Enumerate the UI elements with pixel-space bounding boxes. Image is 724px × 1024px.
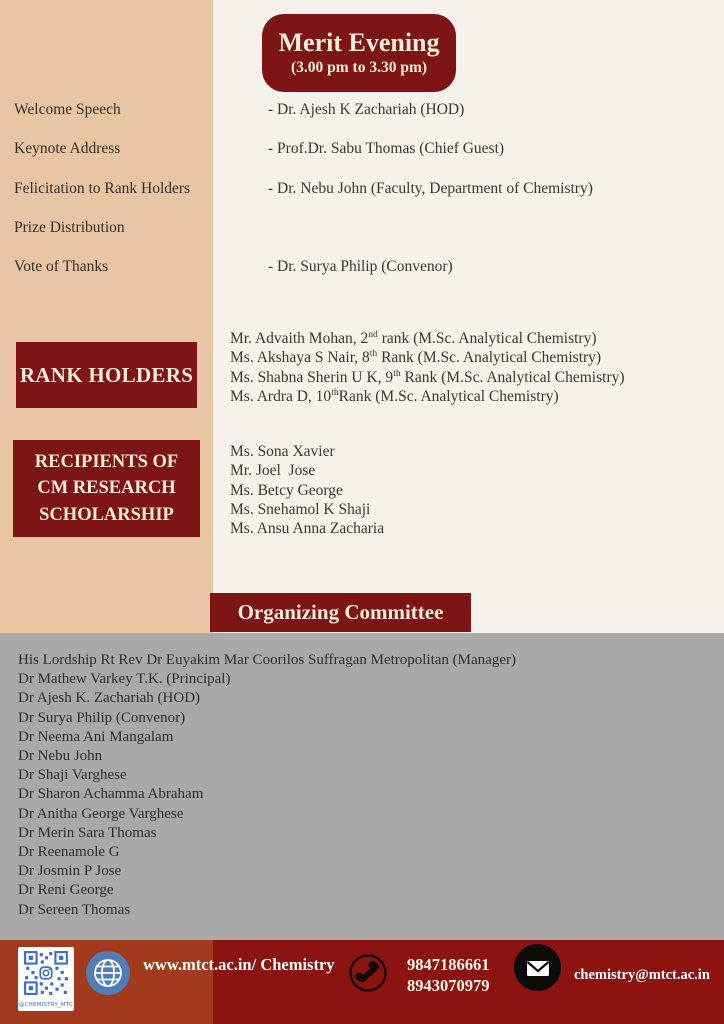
- program-label: Prize Distribution: [14, 218, 125, 236]
- committee-member: Dr Mathew Varkey T.K. (Principal): [18, 671, 231, 688]
- rank-holder-item: Ms. Ardra D, 10thRank (M.Sc. Analytical Chemistry): [230, 386, 559, 405]
- event-time: (3.00 pm to 3.30 pm): [290, 59, 428, 77]
- rank-holder-item: Ms. Akshaya S Nair, 8th Rank (M.Sc. Analytical Chemistry): [230, 348, 602, 367]
- committee-member: Dr Sereen Thomas: [18, 901, 131, 918]
- scholarship-recipient-item: Ms. Betcy George: [230, 481, 343, 499]
- program-label: Vote of Thanks: [14, 258, 109, 276]
- mail-icon: [514, 944, 561, 991]
- program-speaker: - Dr. Nebu John (Faculty, Department of Chemistry): [268, 179, 593, 197]
- committee-member: Dr Josmin P Jose: [18, 863, 122, 880]
- left-panel-background: [0, 0, 213, 633]
- program-speaker: - Prof.Dr. Sabu Thomas (Chief Guest): [268, 140, 505, 158]
- email-link[interactable]: chemistry@mtct.ac.in: [574, 967, 710, 983]
- event-badge: [262, 14, 456, 92]
- committee-member: Dr Shaji Varghese: [18, 767, 127, 784]
- program-schedule: [0, 96, 724, 292]
- phone-numbers: [407, 954, 490, 996]
- rank-holders-heading-text: RANK HOLDERS: [19, 362, 194, 387]
- event-title: Merit Evening: [278, 27, 440, 57]
- phone-number-1: 9847186661: [407, 955, 490, 974]
- scholarship-recipients-list: [230, 442, 384, 538]
- qr-handle-label: @CHEMISTRY_MTC: [18, 1002, 74, 1008]
- program-row: [0, 214, 724, 253]
- committee-member: Dr Surya Philip (Convenor): [18, 709, 186, 726]
- website-link[interactable]: www.mtct.ac.in/ Chemistry: [143, 955, 335, 974]
- program-speaker: - Dr. Surya Philip (Convenor): [268, 258, 453, 276]
- committee-member: Dr Nebu John: [18, 748, 103, 765]
- scholarship-recipient-item: Ms. Ansu Anna Zacharia: [230, 520, 385, 538]
- rank-holder-item: Mr. Advaith Mohan, 2nd rank (M.Sc. Analytical Chemistry): [230, 328, 597, 347]
- phone-icon: [348, 953, 388, 993]
- organizing-committee-heading-text: Organizing Committee: [237, 600, 444, 624]
- footer: [0, 940, 724, 1024]
- scholarship-recipient-item: Ms. Sona Xavier: [230, 443, 335, 460]
- instagram-qr-code[interactable]: [18, 947, 74, 1011]
- program-speaker: - Dr. Ajesh K Zachariah (HOD): [268, 101, 465, 118]
- committee-member: Dr Merin Sara Thomas: [18, 824, 157, 841]
- globe-icon: [86, 951, 130, 995]
- committee-member: Dr Sharon Achamma Abraham: [18, 786, 204, 803]
- program-row: [0, 253, 724, 292]
- committee-members-list: [18, 651, 516, 920]
- scholarship-heading-line: CM RESEARCH: [37, 478, 176, 499]
- program-label: Welcome Speech: [14, 101, 121, 118]
- scholarship-heading: [13, 440, 200, 537]
- phone-number-2: 8943070979: [407, 976, 490, 995]
- program-label: Keynote Address: [14, 140, 121, 158]
- program-label: Felicitation to Rank Holders: [14, 179, 191, 197]
- rank-holders-list: [230, 329, 625, 406]
- scholarship-recipient-item: Mr. Joel Jose: [230, 462, 316, 480]
- program-row: [0, 175, 724, 214]
- committee-member: His Lordship Rt Rev Dr Euyakim Mar Coorilos Suffragan Metropolitan (Manager): [18, 652, 516, 668]
- scholarship-heading-line: RECIPIENTS OF: [34, 452, 179, 473]
- rank-holders-heading: [16, 342, 197, 408]
- committee-member: Dr Neema Ani Mangalam: [18, 728, 174, 745]
- qr-pattern-icon: [23, 950, 69, 1001]
- committee-member: Dr Reni George: [18, 882, 114, 899]
- committee-member: Dr Ajesh K. Zachariah (HOD): [18, 690, 201, 707]
- program-row: [0, 135, 724, 174]
- organizing-committee-heading: [210, 593, 471, 632]
- committee-member: Dr Anitha George Varghese: [18, 805, 184, 822]
- scholarship-heading-line: SCHOLARSHIP: [39, 504, 174, 525]
- scholarship-recipient-item: Ms. Snehamol K Shaji: [230, 500, 371, 518]
- program-row: [0, 96, 724, 135]
- rank-holder-item: Ms. Shabna Sherin U K, 9th Rank (M.Sc. Analytical Chemistry): [230, 367, 625, 386]
- committee-member: Dr Reenamole G: [18, 844, 120, 861]
